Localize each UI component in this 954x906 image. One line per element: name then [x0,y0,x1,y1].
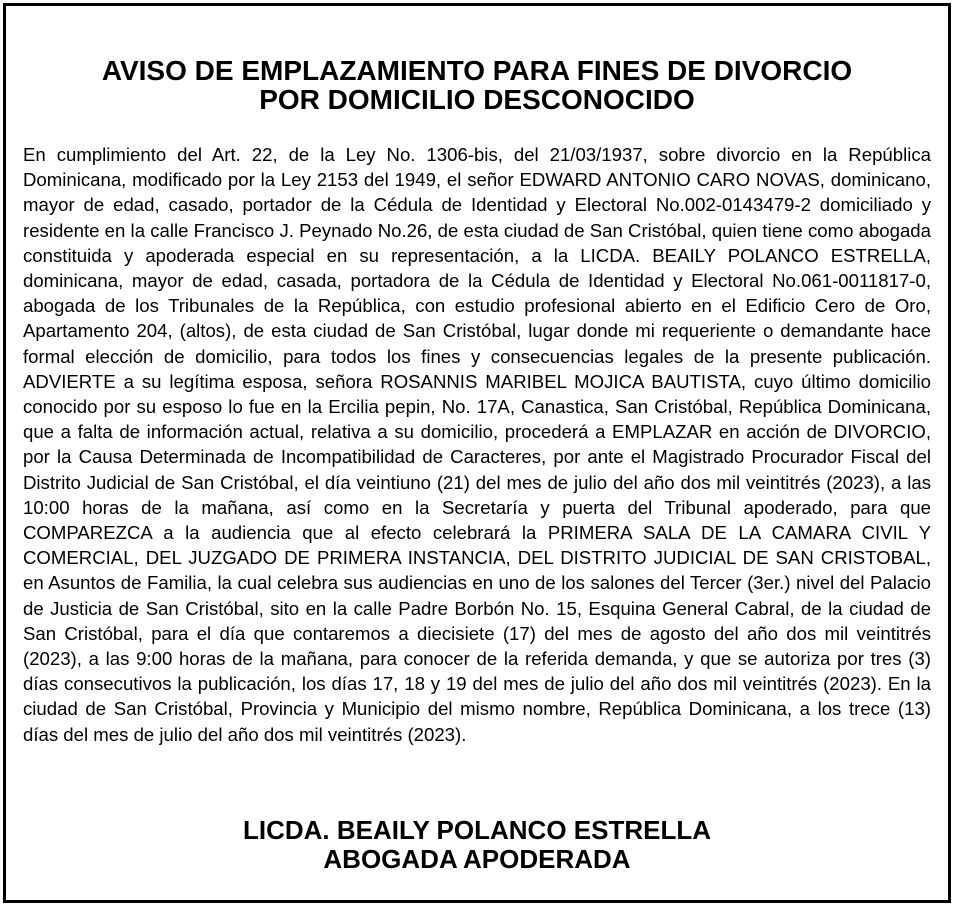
signature-block [6,816,948,874]
notice-body: En cumplimiento del Art. 22, de la Ley No. 1306-bis, del 21/03/1937, sobre divorcio en la República Dominicana, modificado por la Ley 2153 del 1949, el señor EDWARD ANTONIO CARO NOVAS, dominicano, mayor de edad, casado, portador de la Cédula de Identidad y Electoral No.002-0143479-2 domiciliado y residente en la calle Francisco J. Peynado No.26, de esta ciudad de San Cristóbal, quien tiene como abogada constituida y apoderada especial en su representación, a la LICDA. BEAILY POLANCO ESTRELLA, dominicana, mayor de edad, casada, portadora de la Cédula de Identidad y Electoral No.061-0011817-0, abogada de los Tribunales de la República, con estudio profesional abierto en el Edificio Cero de Oro, Apartamento 204, (altos), de esta ciudad de San Cristóbal, lugar donde mi requeriente o demandante hace formal elección de domicilio, para todos los fines y consecuencias legales de la presente publicación. ADVIERTE a su legítima esposa, señora ROSANNIS MARIBEL MOJICA BAUTISTA, cuyo último domicilio conocido por su esposo lo fue en la Ercilia pepin, No. 17A, Canastica, San Cristóbal, República Dominicana, que a falta de información actual, relativa a su domicilio, procederá a EMPLAZAR en acción de DIVORCIO, por la Causa Determinada de Incompatibilidad de Caracteres, por ante el Magistrado Procurador Fiscal del Distrito Judicial de San Cristóbal, el día veintiuno (21) del mes de julio del año dos mil veintitrés (2023), a las 10:00 horas de la mañana, así como en la Secretaría y puerta del Tribunal apoderado, para que COMPAREZCA a la audiencia que al efecto celebrará la PRIMERA SALA DE LA CAMARA CIVIL Y COMERCIAL, DEL JUZGADO DE PRIMERA INSTANCIA, DEL DISTRITO JUDICIAL DE SAN CRISTOBAL, en Asuntos de Familia, la cual celebra sus audiencias en uno de los salones del Tercer (3er.) nivel del Palacio de Justicia de San Cristóbal, sito en la calle Padre Borbón No. 15, Esquina General Cabral, de la ciudad de San Cristóbal, para el día que contaremos a diecisiete (17) del mes de agosto del año dos mil veintitrés (2023), a las 9:00 horas de la mañana, para conocer de la referida demanda, y que se autoriza por tres (3) días consecutivos la publicación, los días 17, 18 y 19 del mes de julio del año dos mil veintitrés (2023). En la ciudad de San Cristóbal, Provincia y Municipio del mismo nombre, República Dominicana, a los trece (13) días del mes de julio del año dos mil veintitrés (2023). [23,144,931,745]
legal-notice-box [3,3,951,903]
notice-title-line-1: AVISO DE EMPLAZAMIENTO PARA FINES DE DIVORCIO [101,55,853,86]
notice-title [6,56,948,114]
notice-title-line-2: POR DOMICILIO DESCONOCIDO [259,84,695,115]
signature-name: LICDA. BEAILY POLANCO ESTRELLA [242,815,712,845]
signature-role: ABOGADA APODERADA [323,844,631,874]
